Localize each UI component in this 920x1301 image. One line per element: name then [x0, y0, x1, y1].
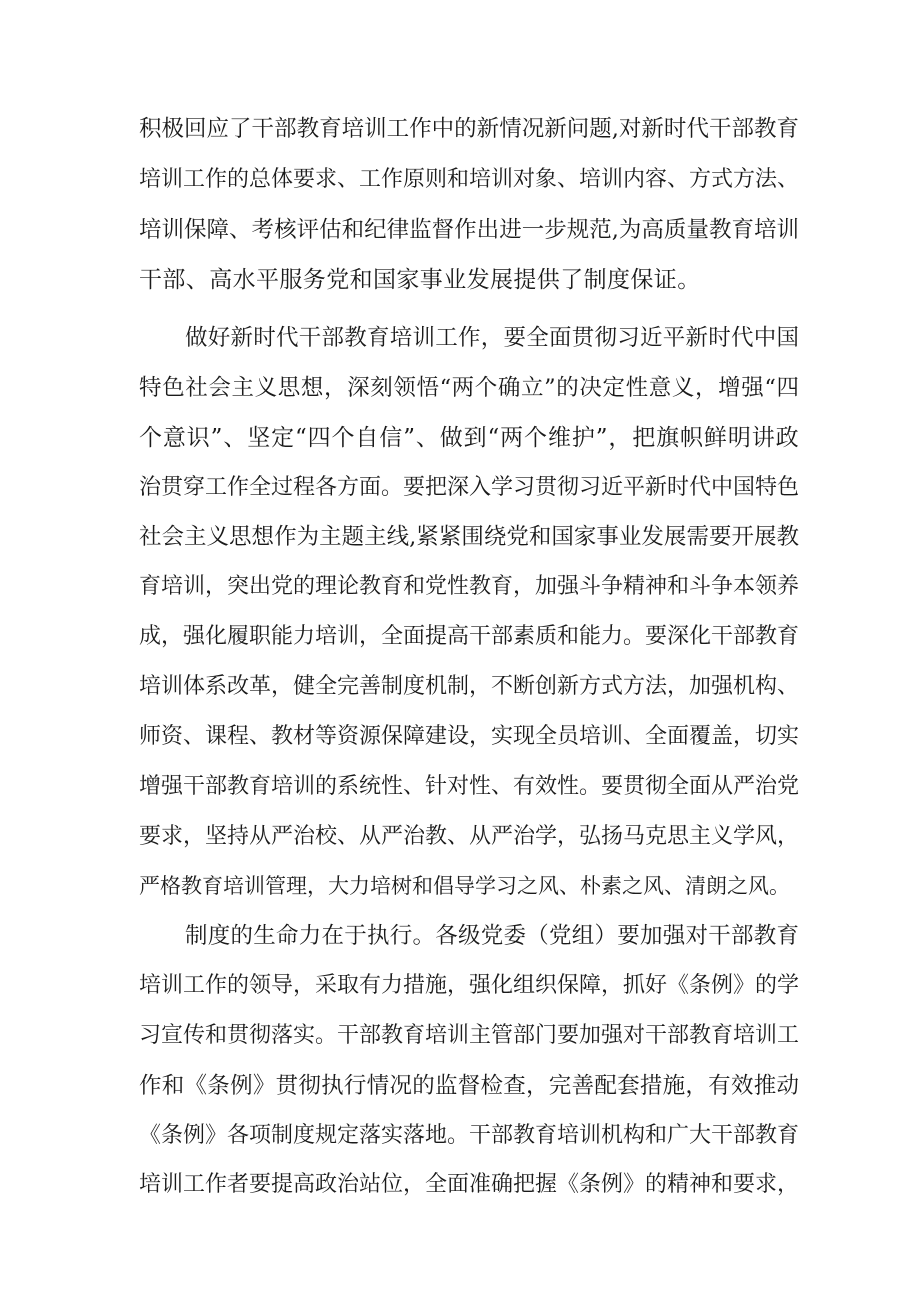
text-line: 习宣传和贯彻落实。干部教育培训主管部门要加强对干部教育培训工 [139, 1023, 800, 1048]
text-line: 要求，坚持从严治校、从严治教、从严治学，弘扬马克思主义学风， [139, 824, 800, 849]
text-line: 个意识”、坚定“四个自信”、做到“两个维护”，把旗帜鲜明讲政 [139, 425, 799, 451]
text-line: 做好新时代干部教育培训工作，要全面贯彻习近平新时代中国 [185, 325, 799, 351]
text-line: 培训体系改革，健全完善制度机制，不断创新方式方法，加强机构、 [139, 674, 800, 699]
text-line: 师资、课程、教材等资源保障建设，实现全员培训、全面覆盖，切实 [139, 724, 800, 749]
text-line: 积极回应了干部教育培训工作中的新情况新问题,对新时代干部教育 [139, 116, 799, 142]
text-line: 培训工作的总体要求、工作原则和培训对象、培训内容、方式方法、 [139, 167, 800, 192]
text-line: 《条例》各项制度规定落实落地。干部教育培训机构和广大干部教育 [139, 1123, 800, 1148]
text-line: 成，强化履职能力培训，全面提高干部素质和能力。要深化干部教育 [139, 624, 800, 649]
text-line: 严格教育培训管理，大力培树和倡导学习之风、朴素之风、清朗之风。 [139, 874, 790, 898]
text-line: 培训工作者要提高政治站位，全面准确把握《条例》的精神和要求， [139, 1172, 800, 1197]
text-line: 育培训，突出党的理论教育和党性教育，加强斗争精神和斗争本领养 [139, 574, 800, 599]
text-line: 培训工作的领导，采取有力措施，强化组织保障，抓好《条例》的学 [139, 973, 800, 998]
text-line: 培训保障、考核评估和纪律监督作出进一步规范,为高质量教育培训 [139, 217, 799, 243]
text-line: 治贯穿工作全过程各方面。要把深入学习贯彻习近平新时代中国特色 [139, 475, 800, 500]
text-line: 作和《条例》贯彻执行情况的监督检查，完善配套措施，有效推动 [139, 1073, 799, 1099]
text-line: 制度的生命力在于执行。各级党委（党组）要加强对干部教育 [185, 923, 799, 949]
text-line: 干部、高水平服务党和国家事业发展提供了制度保证。 [139, 267, 701, 293]
text-line: 增强干部教育培训的系统性、针对性、有效性。要贯彻全面从严治党 [139, 774, 800, 799]
text-line: 特色社会主义思想，深刻领悟“两个确立”的决定性意义，增强“四 [139, 375, 799, 401]
text-line: 社会主义思想作为主题主线,紧紧围绕党和国家事业发展需要开展教 [139, 524, 799, 550]
